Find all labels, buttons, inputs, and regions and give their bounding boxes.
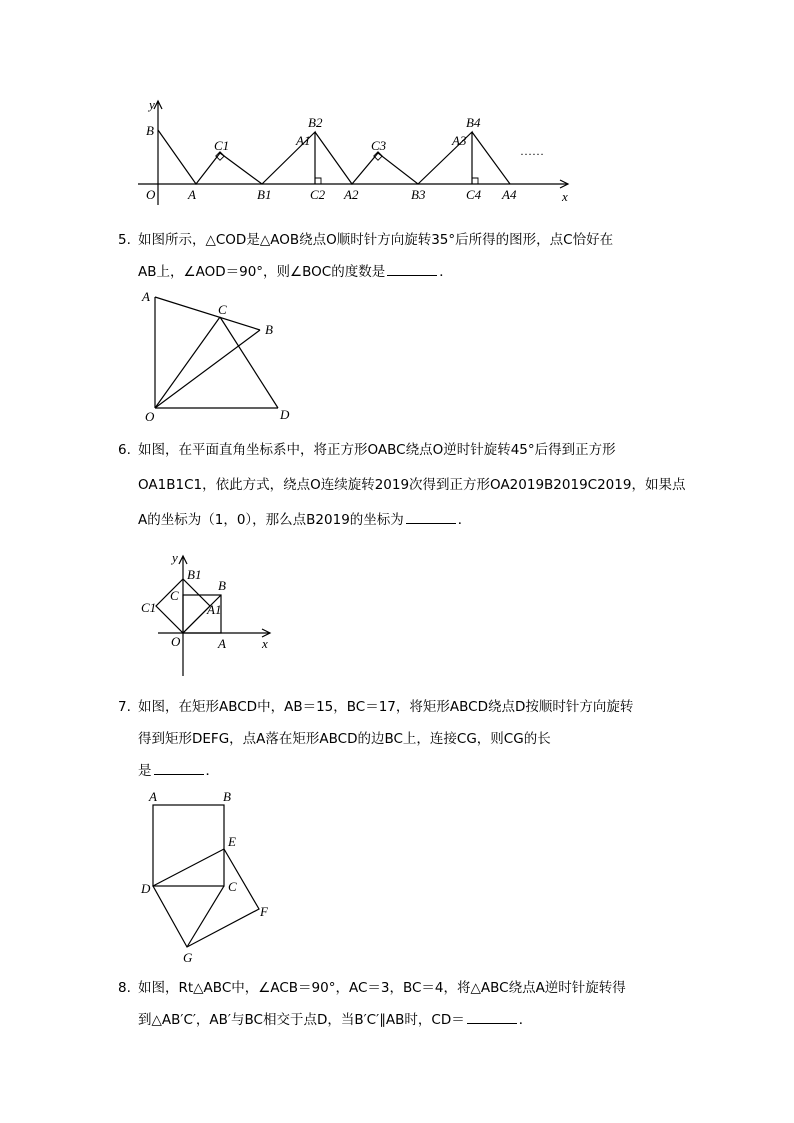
- q5-line1: 如图所示，△COD是△AOB绕点O顺时针方向旋转35°后所得的图形，点C恰好在: [138, 232, 614, 248]
- q6-label-x: x: [262, 636, 268, 651]
- label-A4: A4: [502, 187, 517, 202]
- q6-label-A1: A1: [207, 602, 222, 617]
- q7-label-A: A: [149, 789, 157, 804]
- q7-label-E: E: [228, 834, 236, 849]
- q8-line2: 到△AB′C′，AB′与BC相交于点D，当B′C′∥AB时，CD＝: [138, 1012, 465, 1028]
- label-A: A: [188, 187, 196, 202]
- q6-answer-blank[interactable]: [406, 509, 456, 524]
- q5-label-A: A: [142, 289, 150, 304]
- label-B3: B3: [411, 187, 426, 202]
- zigzag-diagram: [130, 95, 580, 210]
- q6-number: 6.: [118, 442, 131, 458]
- q6-label-y: y: [172, 550, 178, 565]
- q5-label-C: C: [218, 302, 227, 317]
- q6-label-C: C: [170, 588, 179, 603]
- label-C2: C2: [310, 187, 326, 202]
- q5-number: 5.: [118, 232, 131, 248]
- q6-label-O: O: [171, 634, 181, 649]
- question-5: 5. 如图所示，△COD是△AOB绕点O顺时针方向旋转35°后所得的图形，点C恰好在 AB上，∠AOD＝90°，则∠BOC的度数是 ．: [118, 224, 678, 288]
- q7-label-F: F: [260, 904, 268, 919]
- q6-line1: 如图，在平面直角坐标系中，将正方形OABC绕点O逆时针旋转45°后得到正方形: [138, 442, 616, 458]
- q7-label-G: G: [183, 950, 193, 965]
- figure-q5: [138, 288, 308, 423]
- q6-label-B: B: [218, 578, 226, 593]
- q5-answer-blank[interactable]: [387, 261, 437, 276]
- q5-line2: AB上，∠AOD＝90°，则∠BOC的度数是: [138, 264, 386, 280]
- q7-line3: 是: [138, 763, 152, 779]
- q7-label-C: C: [228, 879, 237, 894]
- label-A2: A2: [344, 187, 359, 202]
- q7-label-B: B: [223, 789, 231, 804]
- figure-zigzag: [130, 95, 580, 210]
- question-6: 6. 如图，在平面直角坐标系中，将正方形OABC绕点O逆时针旋转45°后得到正方形 OA1B1C1，依此方式，绕点O连续旋转2019次得到正方形OA2019B2019C2019，如果点 A的坐标为（1，0），那么点B2019的坐标为 ．: [118, 434, 678, 536]
- q7-diagram: [138, 788, 278, 968]
- q8-number: 8.: [118, 980, 131, 996]
- label-C1: C1: [214, 138, 230, 153]
- q6-label-A: A: [218, 636, 226, 651]
- label-C3: C3: [371, 138, 387, 153]
- q5-label-B: B: [265, 322, 273, 337]
- label-B1: B1: [257, 187, 272, 202]
- figure-q7: [138, 788, 278, 968]
- q7-line1: 如图，在矩形ABCD中，AB＝15，BC＝17，将矩形ABCD绕点D按顺时针方向旋转: [138, 699, 634, 715]
- question-7: 7. 如图，在矩形ABCD中，AB＝15，BC＝17，将矩形ABCD绕点D按顺时针方向旋转 得到矩形DEFG，点A落在矩形ABCD的边BC上，连接CG，则CG的长 是 ．: [118, 691, 678, 787]
- label-B2: B2: [308, 115, 323, 130]
- figure-q6: [138, 548, 278, 678]
- q5-label-O: O: [145, 409, 155, 423]
- q5-diagram: [138, 288, 308, 423]
- q5-label-D: D: [280, 407, 290, 422]
- label-A1: A1: [296, 133, 311, 148]
- label-y: y: [149, 97, 155, 112]
- label-B: B: [146, 123, 154, 138]
- label-A3: A3: [452, 133, 467, 148]
- q8-answer-blank[interactable]: [467, 1009, 517, 1024]
- label-dots: ……: [520, 144, 544, 158]
- label-C4: C4: [466, 187, 482, 202]
- q6-line2: OA1B1C1，依此方式，绕点O连续旋转2019次得到正方形OA2019B2019C2019，如果点: [138, 477, 686, 493]
- q6-label-C1: C1: [141, 600, 157, 615]
- label-x: x: [562, 189, 568, 204]
- q7-number: 7.: [118, 699, 131, 715]
- q7-label-D: D: [141, 881, 151, 896]
- q8-line1: 如图，Rt△ABC中，∠ACB＝90°，AC＝3，BC＝4，将△ABC绕点A逆时针旋转得: [138, 980, 626, 996]
- q7-line2: 得到矩形DEFG，点A落在矩形ABCD的边BC上，连接CG，则CG的长: [138, 731, 551, 747]
- q6-label-B1: B1: [187, 567, 202, 582]
- q7-answer-blank[interactable]: [154, 760, 204, 775]
- q6-line3: A的坐标为（1，0），那么点B2019的坐标为: [138, 512, 404, 528]
- question-8: 8. 如图，Rt△ABC中，∠ACB＝90°，AC＝3，BC＝4，将△ABC绕点A逆时针旋转得 到△AB′C′，AB′与BC相交于点D，当B′C′∥AB时，CD＝ ．: [118, 972, 678, 1036]
- label-O: O: [146, 187, 156, 202]
- label-B4: B4: [466, 115, 481, 130]
- q6-diagram: [138, 548, 278, 678]
